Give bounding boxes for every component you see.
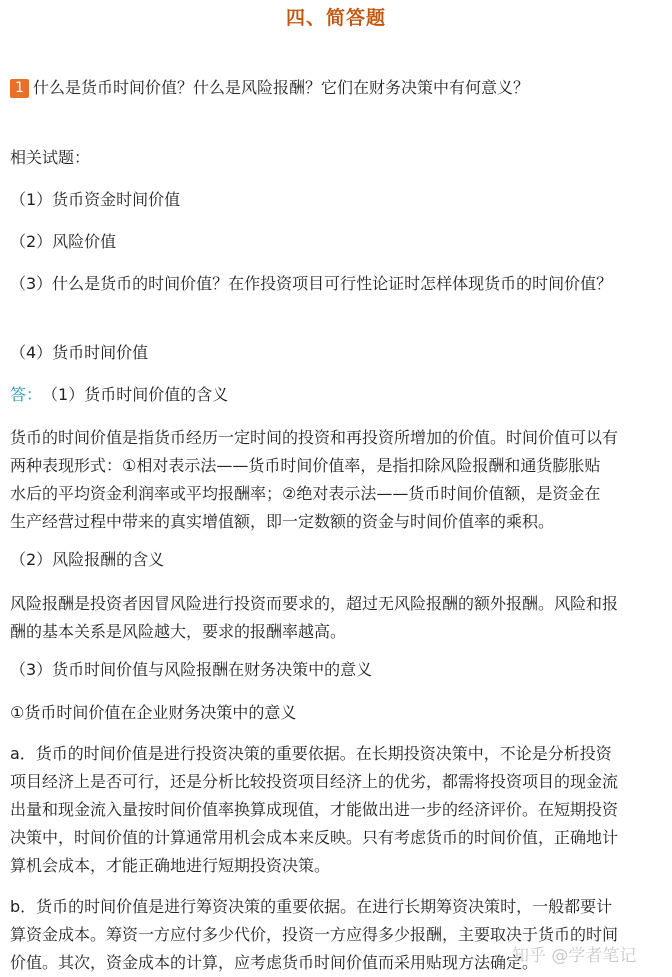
related-item-2: （2）风险价值 — [10, 232, 117, 251]
heading-significance: （3）货币时间价值与风险报酬在财务决策中的意义 — [10, 660, 373, 679]
paragraph-line: 两种表现形式：①相对表示法——货币时间价值率，是指扣除风险报酬和通货膨胀贴 — [10, 456, 601, 475]
paragraph-line: 水后的平均资金利润率或平均报酬率；②绝对表示法——货币时间价值额，是资金在 — [10, 484, 601, 503]
answer-first-heading: （1）货币时间价值的含义 — [50, 385, 229, 404]
paragraph-line: 决策中，时间价值的计算通常用机会成本来反映。只有考虑货币的时间价值，正确地计 — [10, 828, 619, 847]
section-title: 四、简答题 — [285, 7, 386, 29]
related-item-3: （3）什么是货币的时间价值？在作投资项目可行性论证时怎样体现货币的时间价值？ — [10, 274, 613, 293]
question-number-badge: 1 — [10, 79, 29, 98]
paragraph-risk-reward-definition — [10, 590, 666, 646]
paragraph-line: 价值。其次，资金成本的计算，应考虑货币时间价值而采用贴现方法确定。 — [10, 953, 539, 972]
paragraph-line: 出量和现金流入量按时间价值率换算成现值，才能做出进一步的经济评价。在短期投资 — [10, 800, 619, 819]
paragraph-time-value-definition — [10, 424, 666, 536]
paragraph-line: 项目经济上是否可行，还是分析比较投资项目经济上的优劣，都需将投资项目的现金流 — [10, 772, 619, 791]
heading-risk-reward: （2）风险报酬的含义 — [10, 550, 165, 569]
paragraph-line: 风险报酬是投资者因冒风险进行投资而要求的，超过无风险报酬的额外报酬。风险和报 — [10, 594, 619, 613]
paragraph-line: 生产经营过程中带来的真实增值额，即一定数额的资金与时间价值率的乘积。 — [10, 512, 555, 531]
related-heading: 相关试题： — [10, 148, 91, 167]
paragraph-line: 算机会成本，才能正确地进行短期投资决策。 — [10, 856, 331, 875]
paragraph-line: 算资金成本。筹资一方应付多少代价，投资一方应得多少报酬，主要取决于货币的时间 — [10, 925, 619, 944]
answer-line — [10, 383, 228, 407]
question-line — [10, 76, 529, 100]
related-item-4: （4）货币时间价值 — [10, 343, 149, 362]
heading-significance-a: ①货币时间价值在企业财务决策中的意义 — [10, 703, 297, 722]
answer-label: 答： — [10, 385, 43, 404]
paragraph-line: a．货币的时间价值是进行投资决策的重要依据。在长期投资决策中，不论是分析投资 — [10, 744, 612, 763]
question-text: 什么是货币时间价值？什么是风险报酬？它们在财务决策中有何意义？ — [33, 78, 530, 97]
paragraph-line: b．货币的时间价值是进行筹资决策的重要依据。在进行长期筹资决策时，一般都要计 — [10, 897, 613, 916]
related-item-1: （1）货币资金时间价值 — [10, 190, 181, 209]
paragraph-line: 货币的时间价值是指货币经历一定时间的投资和再投资所增加的价值。时间价值可以有 — [10, 428, 619, 447]
paragraph-investment-decision — [10, 740, 666, 880]
zhihu-watermark: 知乎 @学者笔记 — [512, 946, 637, 966]
paragraph-line: 酬的基本关系是风险越大，要求的报酬率越高。 — [10, 622, 347, 641]
